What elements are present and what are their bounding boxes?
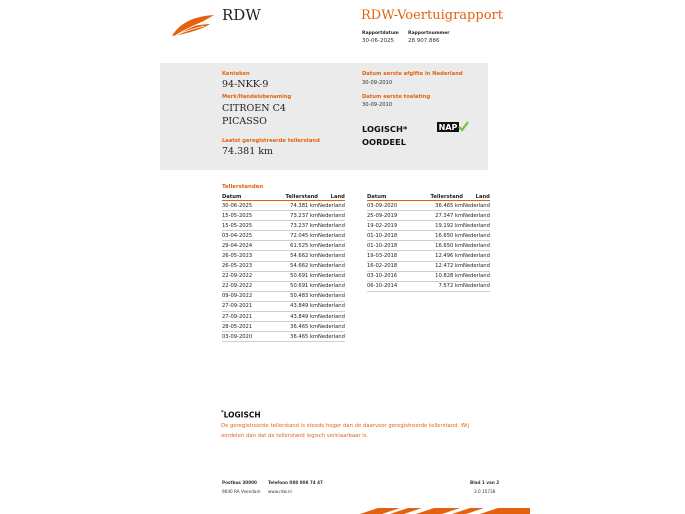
col-date-header: Datum xyxy=(367,193,417,201)
row-date: 25-09-2019 xyxy=(367,211,417,221)
row-km: 16.650 km xyxy=(417,231,463,241)
rdw-logo-icon xyxy=(170,14,216,38)
report-title: RDW-Voertuigrapport xyxy=(361,8,503,23)
row-date: 15-05-2025 xyxy=(222,221,272,231)
table-row xyxy=(367,271,490,281)
last-km-label: Laatst geregistreerde tellerstand xyxy=(222,138,320,144)
row-country: Nederland xyxy=(318,211,345,221)
table-row xyxy=(222,201,345,211)
table-row xyxy=(367,251,490,261)
row-km: 36.465 km xyxy=(272,322,318,332)
row-km: 36.465 km xyxy=(272,332,318,342)
table-row xyxy=(367,211,490,221)
first-admission-date: 30-09-2010 xyxy=(362,102,393,108)
table-row xyxy=(222,332,345,342)
row-date: 30-06-2025 xyxy=(222,201,272,211)
table-row xyxy=(222,231,345,241)
row-country: Nederland xyxy=(463,221,490,231)
row-country: Nederland xyxy=(463,231,490,241)
table-row xyxy=(367,281,490,291)
report-date-label: Rapportdatum xyxy=(362,31,399,36)
first-admission-label: Datum eerste toelating xyxy=(362,94,431,100)
footer-city: 9640 RA Veendam xyxy=(222,489,261,494)
row-km: 61.525 km xyxy=(272,241,318,251)
row-date: 27-09-2021 xyxy=(222,312,272,322)
row-km: 73.237 km xyxy=(272,221,318,231)
row-km: 7.572 km xyxy=(417,281,463,291)
col-date-header: Datum xyxy=(222,193,272,201)
row-date: 01-10-2018 xyxy=(367,241,417,251)
row-country: Nederland xyxy=(463,251,490,261)
report-date: 30-06-2025 xyxy=(362,38,394,44)
license-plate: 94-NKK-9 xyxy=(222,79,269,90)
col-km-header: Tellerstand xyxy=(417,193,463,201)
odometer-table-right xyxy=(367,193,490,292)
row-date: 06-10-2014 xyxy=(367,281,417,291)
row-km: 43.849 km xyxy=(272,312,318,322)
footer-version: 3.0 15738 xyxy=(474,489,496,494)
row-date: 28-05-2021 xyxy=(222,322,272,332)
row-country: Nederland xyxy=(463,201,490,211)
row-country: Nederland xyxy=(318,231,345,241)
row-km: 72.045 km xyxy=(272,231,318,241)
nap-logo-text: NAP xyxy=(438,123,458,132)
col-km-header: Tellerstand xyxy=(272,193,318,201)
nap-logo-icon xyxy=(437,121,469,133)
col-country-header: Land xyxy=(318,193,345,201)
row-km: 73.237 km xyxy=(272,211,318,221)
row-country: Nederland xyxy=(318,271,345,281)
make-line-1: CITROEN C4 xyxy=(222,103,286,114)
verdict-line-2: OORDEEL xyxy=(362,137,407,147)
row-date: 03-09-2020 xyxy=(222,332,272,342)
row-date: 26-05-2023 xyxy=(222,251,272,261)
table-row xyxy=(222,301,345,311)
verdict-line-1: LOGISCH* xyxy=(362,124,408,134)
row-country: Nederland xyxy=(318,291,345,301)
row-country: Nederland xyxy=(318,312,345,322)
row-country: Nederland xyxy=(318,221,345,231)
footer-stripes-decoration xyxy=(360,508,530,514)
row-km: 16.650 km xyxy=(417,241,463,251)
report-number-label: Rapportnummer xyxy=(408,31,450,36)
row-km: 54.662 km xyxy=(272,251,318,261)
table-row xyxy=(367,201,490,211)
table-row xyxy=(222,251,345,261)
last-km-value: 74.381 km xyxy=(222,146,274,157)
col-country-header: Land xyxy=(463,193,490,201)
row-date: 19-03-2018 xyxy=(367,251,417,261)
row-country: Nederland xyxy=(318,322,345,332)
table-row xyxy=(367,231,490,241)
row-km: 10.828 km xyxy=(417,271,463,281)
make-label: Merk/Handelsbenaming xyxy=(222,94,292,100)
row-date: 15-05-2025 xyxy=(222,211,272,221)
table-row xyxy=(222,241,345,251)
footnote-text: De geregistreerde tellerstand is steeds hoger dan de daarvoor geregistreerde tellerstand. Wij oordelen dan dat de tellerstand logisch verklaarbaar is. xyxy=(221,423,469,439)
brand-name: RDW xyxy=(222,6,261,24)
footnote-title: *LOGISCH xyxy=(221,410,261,420)
table-row xyxy=(222,221,345,231)
table-row xyxy=(367,221,490,231)
plate-label: Kenteken xyxy=(222,71,250,77)
row-country: Nederland xyxy=(318,261,345,271)
first-nl-label: Datum eerste afgifte in Nederland xyxy=(362,71,463,77)
row-date: 22-09-2022 xyxy=(222,281,272,291)
row-date: 27-09-2021 xyxy=(222,301,272,311)
row-km: 12.496 km xyxy=(417,251,463,261)
table-row xyxy=(222,312,345,322)
row-km: 27.347 km xyxy=(417,211,463,221)
row-country: Nederland xyxy=(318,251,345,261)
row-km: 74.381 km xyxy=(272,201,318,211)
table-row xyxy=(367,241,490,251)
vehicle-summary-panel xyxy=(160,63,488,170)
row-date: 03-10-2016 xyxy=(367,271,417,281)
row-country: Nederland xyxy=(463,261,490,271)
row-country: Nederland xyxy=(318,201,345,211)
table-row xyxy=(222,291,345,301)
table-row xyxy=(367,261,490,271)
make-line-2: PICASSO xyxy=(222,116,267,127)
row-km: 50.483 km xyxy=(272,291,318,301)
row-date: 19-02-2019 xyxy=(367,221,417,231)
first-nl-date: 30-09-2010 xyxy=(362,80,393,86)
report-number: 28.907.886 xyxy=(408,38,440,44)
row-country: Nederland xyxy=(318,301,345,311)
row-date: 03-09-2020 xyxy=(367,201,417,211)
row-date: 29-04-2024 xyxy=(222,241,272,251)
row-date: 03-04-2025 xyxy=(222,231,272,241)
odometer-title: Tellerstanden xyxy=(222,184,264,190)
row-date: 09-09-2022 xyxy=(222,291,272,301)
table-row xyxy=(222,211,345,221)
row-country: Nederland xyxy=(463,241,490,251)
row-km: 50.691 km xyxy=(272,271,318,281)
row-country: Nederland xyxy=(318,241,345,251)
row-km: 43.849 km xyxy=(272,301,318,311)
row-country: Nederland xyxy=(318,332,345,342)
row-country: Nederland xyxy=(318,281,345,291)
row-km: 54.662 km xyxy=(272,261,318,271)
table-row xyxy=(222,322,345,332)
row-km: 19.192 km xyxy=(417,221,463,231)
row-date: 22-09-2022 xyxy=(222,271,272,281)
footer-page: Blad 1 van 2 xyxy=(470,480,500,485)
footer-phone: Telefoon 088 008 74 47 xyxy=(268,480,323,485)
table-row xyxy=(222,271,345,281)
row-km: 50.691 km xyxy=(272,281,318,291)
row-date: 26-05-2023 xyxy=(222,261,272,271)
table-row xyxy=(222,281,345,291)
footer-web: www.rdw.nl xyxy=(268,489,292,494)
odometer-table-left xyxy=(222,193,345,342)
footer-postbus: Postbus 30000 xyxy=(222,480,257,485)
row-country: Nederland xyxy=(463,211,490,221)
row-date: 16-02-2018 xyxy=(367,261,417,271)
row-country: Nederland xyxy=(463,271,490,281)
row-country: Nederland xyxy=(463,281,490,291)
table-row xyxy=(222,261,345,271)
row-km: 12.472 km xyxy=(417,261,463,271)
row-km: 36.465 km xyxy=(417,201,463,211)
row-date: 01-10-2018 xyxy=(367,231,417,241)
